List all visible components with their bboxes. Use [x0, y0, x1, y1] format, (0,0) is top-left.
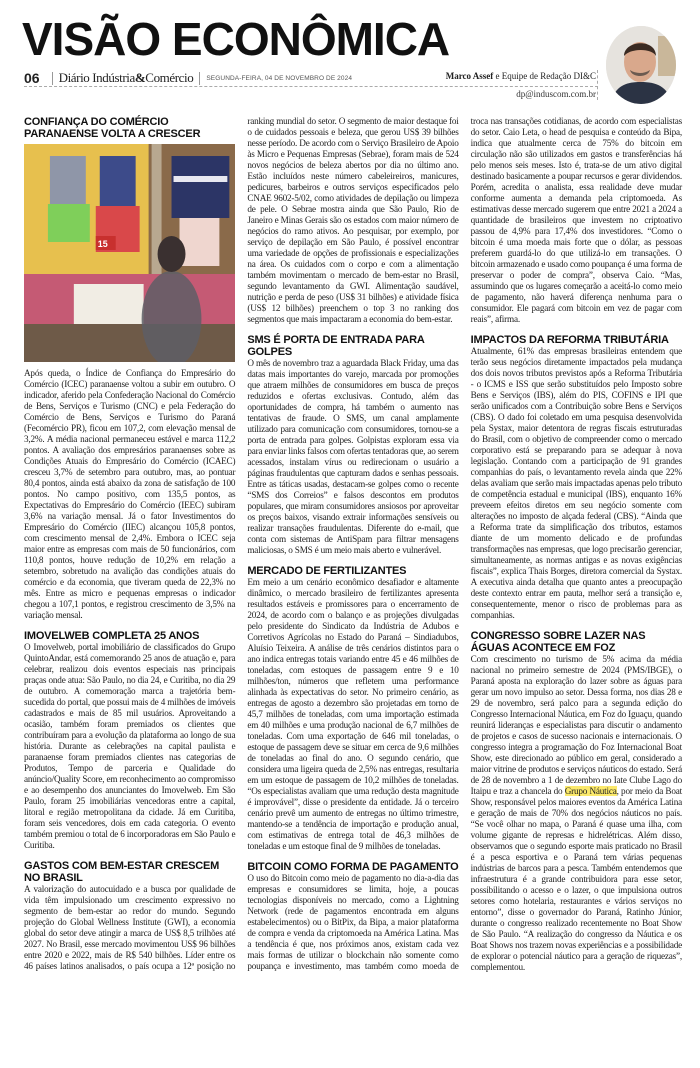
article-headline: CONGRESSO SOBRE LAZER NAS ÁGUAS ACONTECE EM FOZ [470, 630, 646, 654]
author-name: Marco Assef [445, 71, 494, 81]
issue-date: SEGUNDA-FEIRA, 04 DE NOVEMBRO DE 2024 [206, 74, 353, 82]
article-body: O mês de novembro traz a aguardada Black Friday, uma das datas mais importantes do varejo, marcada por promoções que atraem milhões de consumidores em busca de preços reduzidos e ofertas exclusivas. Contudo, além das oportunidades de compra, há também o aumento nas tentativas de fraude. O SMS, um canal amplamente utilizado para comunicação com consumidores, tornou-se a porta de entrada para golpes. Golpistas exploram essa via para enviar links falsos com ofertas tentadoras que, ao serem acessados, instalam vírus ou redirecionam o usuário a páginas fraudulentas que capturam dados e senhas pessoais. Entre as táticas usadas, destacam-se golpes como o recente “SMS dos Correios” e falsos descontos em produtos populares, que miram consumidores ansiosos por aproveitar os preços baixos, visando extrair informações sensíveis ou realizar transações fraudulentas. Diferente do e-mail, que conta com sistemas de AntiSpam para filtrar mensagens maliciosas, o SMS é um meio mais aberto e vulnerável. [247, 358, 459, 555]
article-sms-golpes [247, 334, 458, 556]
article-fertilizantes [247, 565, 458, 852]
article-headline: BITCOIN COMO FORMA DE PAGAMENTO [247, 861, 459, 873]
article-congresso-nautica [471, 630, 682, 973]
article-headline: CONFIANÇA DO COMÉRCIO PARANAENSE VOLTA A CRESCER [24, 116, 201, 140]
article-confianca [24, 116, 235, 621]
divider [199, 72, 200, 85]
article-body: Em meio a um cenário econômico desafiador e altamente dinâmico, o mercado brasileiro de fertilizantes apresenta resultados estáveis e promissores para o encerramento de 2024, de acordo com o balanço e as projeções divulgadas pelo presidente do Sindicato da Indústria de Adubos e Corretivos Agrícolas no Estado do Paraná – Sindiadubos, Aluísio Teixeira. A análise de três cenários distintos para o ano indica entregas totais variando entre 45 e 46 milhões de toneladas, com estoques de passagem entre 9 e 10 milhões/ton, números que refletem uma performance alinhada às expectativas do setor. No primeiro cenário, as entregas de agosto a dezembro são projetadas em torno de 45,7 milhões de toneladas, com uma importação estimada em 40 milhões e uma produção nacional de 6,7 milhões de toneladas. Com uma exportação de 646 mil toneladas, o estoque de passagem deve se situar em cerca de 9,6 milhões de toneladas ao final do ano. O segundo cenário, que considera uma ligeira queda de 2,5% nas entregas, resultaria em um estoque de passagem de 10,2 milhões de toneladas. “Os especialistas avaliam que uma redução desta magnitude é improvável”, disse o presidente da entidade. Já o terceiro cenário prevê um aumento de entregas no último trimestre, mantendo-se a tendência de importação e produção anual, com estimativas de entrega total de 46,3 milhões de toneladas e um estoque final de 9 milhões de toneladas. [247, 577, 459, 851]
article-body: O Imovelweb, portal imobiliário de classificados do Grupo QuintoAndar, está comemorando 25 anos de atuação e, para celebrar, realizou dois eventos especiais nas principais praças onde atua: São Paulo, no dia 24, e Curitiba, no dia 29 de outubro. A comemoração marca a trajetória bem-sucedida do portal, que possui mais de 4 milhões de imóveis cadastrados e mais de 85 mil usuários. Aproveitando a ocasião, também foram premiados os clientes que contribuíram para a evolução da plataforma ao longo de sua história. Durante as celebrações na capital paulista e paranaense foram premiados clientes nas categorias de Produtos, Tempo de parceria e Qualidade do anúncio/Quality Score, em reconhecimento ao compromisso e ao desempenho dos anunciantes do Imovelweb. Em São Paulo, foram 25 imobiliárias vencedoras entre a capital, litoral e região metropolitana da cidade. Já em Curitiba, foram seis vencedores, dois em cada categoria. O evento também premiou o total de 6 incorporadoras em São Paulo e Curitiba. [24, 642, 236, 850]
store-window-photo [24, 144, 235, 362]
article-body-part: , por meio da Boat Show, responsável pelos maiores eventos da América Latina e geração de mais de 70% dos negócios náuticos no país. “Se você olhar no mapa, o Paraná é quase uma ilha, com volume gigante de represas e hidrelétricas. Além disso, observamos que o segundo esporte mais praticado no Brasil é a pesca esportiva e o Paraná tem várias pequenas indústrias de barcos para a pesca. Também entendemos que infraestrutura é a grande contribuidora para esse setor, possibilitando o acesso e o lazer, o que impulsiona outros setores como hotelaria, restaurantes e vários serviços no entorno”, disse o governador do Paraná, Ratinho Júnior, durante o congresso realizado recentemente no Boat Show de São Paulo. “A realização do congresso da Náutica e os Boat Shows nos trazem novas experiências e a possibilidade de explorar o potencial náutico para a geração de riquezas”, complementou. [470, 786, 682, 972]
mannequins-image-icon [24, 144, 235, 362]
newspaper-name [59, 70, 194, 86]
byline [446, 71, 596, 81]
article-headline: GASTOS COM BEM-ESTAR CRESCEM NO BRASIL [24, 860, 220, 884]
contact-email[interactable]: dp@induscom.com.br [516, 89, 596, 99]
article-body: O uso do Bitcoin como meio de pagamento no dia-a-dia das empresas e consumidores se limita, hoje, a poucas tecnologias disponíveis no mercado, como a Lightning Network (rede de pagamentos encontrada em alguns estabelecimentos) ou o BitPix, da Bipa, a maior plataforma de compra e venda da criptomoeda na América Latina. Mas a tendência é que, nos próximos anos, existam cada vez mais formas de utilizar o blockchain não somente como poupança e investimento, mas também como moeda de troca nas transações cotidianas, de acordo com especialistas do setor. Caio Leta, o head de pesquisa e conteúdo da Bipa, indica que atualmente cerca de 75% do bitcoin em circulação não são utilizados em gastos e transferências há pelo menos seis meses. Isto é, trata-se de um ativo digital destinado basicamente a poupar recursos e gerar dividendos. Porém, acredita o analista, essa realidade deve mudar conforme aumenta a demanda pela criptomoeda. As estimativas desse mercado sugerem que entre 2021 a 2024 a quantidade de brasileiros que investem no criptoativo passou de 4,9% para 17,4% dos investidores. “Como o bitcoin é uma moeda mais forte que o dólar, as pessoas preferem guardá-lo do que utilizá-lo em transações. O bitcoin armazenado e usado como poupança é uma forma de preservar o poder de compra”, observa Caio. “Mas, assumindo que os lugares começarão a aceitá-lo como meio de pagamento, não haverá diferença nenhuma para o consumidor. Ele pagará com bitcoin em vez de pagar com reais”, afirma. [247, 116, 682, 971]
divider [52, 72, 53, 85]
section-title: VISÃO ECONÔMICA [22, 13, 450, 65]
article-body: Atualmente, 61% das empresas brasileiras entendem que terão seus negócios diretamente impactados pela mudança dos dois novos tributos previstos após a Reforma Tributária - o ICMS e ISS que serão substituídos pelo Imposto sobre Bens e Serviços (IBS), além do PIS, COFINS e IPI que serão unificados com a Contribuição sobre Bens e Serviços (CBS). O dado foi coletado em uma pesquisa desenvolvida pela Systax, maior detentora de regras fiscais estruturadas do Brasil, com o objetivo de compreender como o mercado corporativo está se preparando para se adequar à nova legislação. Contando com a participação de 91 grandes companhias do país, o levantamento revela ainda que 22% delas avaliam que serão mais impactadas apenas pelo tributo de competência estadual e municipal (IBS), enquanto 16% preveem efeitos diretos em seu negócio somente com alterações no imposto de alçada federal (CBS). “Ainda que a Reforma trate da simplificação dos tributos, estamos diante de um momento delicado e de profundas transformações nas empresas, que logo precisarão gerenciar, simultaneamente, as normas antigas e as novas exigências fiscais”, explica Thais Borges, diretora comercial da Systax. A executiva ainda detalha que quanto antes a preocupação deste contexto entrar em pauta, melhor será a transição e, consequentemente, menor o risco de problemas para as companhias. [470, 346, 682, 620]
article-body-part: Com crescimento no turismo de 5% acima da média nacional no primeiro semestre de 2024 (PMS/IBGE), o Paraná aposta na exploração do lazer sobre as águas para gerar um novo impulso ao setor. Dessa forma, nos dias 28 e 29 de novembro, será palco para a segunda edição do Congresso Internacional Náutica, em Foz do Iguaçu, quando reunirá lideranças e especialistas para discutir o andamento de projetos e casos de sucesso nacionais e internacionais. O congresso integra a programação do Foz Internacional Boat Show, este direcionado ao público em geral, considerado a maior vitrine de produtos e serviços náuticos do estado. Será de 28 de novembro a 1 de dezembro no Iate Clube Lago do Itaipu e traz a chancela do [470, 654, 682, 796]
article-body: A valorização do autocuidado e a busca por qualidade de vida têm impulsionado um crescimento expressivo no segmento de bem-estar ao redor do mundo. Segundo projeção do Global Wellness Institute (GWI), a economia global do setor deve atingir a marca de US$ 8,5 trilhões até 2027. No Brasil, esse mercado movimentou US$ 96 bilhões entre 2020 e 2022, mais de R$ 540 bilhões. Líder entre os 46 países latinos analisados, o país ocupa a 12ª posição no ranking mundial do setor. O segmento de maior destaque foi o de cuidados pessoais e beleza, que gerou US$ 39 bilhões nesse período. De acordo com o Serviço Brasileiro de Apoio às Micro e Pequenas Empresas (Sebrae), foram mais de 524 novos negócios de beleza abertos por dia no último ano. Estão incluídos neste número cabeleireiros, manicures, pedicures, barbeiros e outros serviços especificados pelo CNAE 9602-5/02, como atividades de depilação ou limpeza de pele. O Sebrae mostra ainda que São Paulo, Rio de Janeiro e Minas Gerais são os estados com maior número de negócios do ramo ativos. Ao pesquisar, por exemplo, por serviço de depilação em São Paulo, é possível encontrar uma variedade de opções de profissionais e especializações na área. Os cuidados com o corpo e com a alimentação também movimentam o mercado de bem-estar no Brasil, segundo levantamento da GWI. Alimentação saudável, nutrição e perda de peso (US$ 31 bilhões) e atividade física (US$ 12 bilhões) preenchem o top 3 no ranking dos segmentos que mais impactaram a economia do bem-estar. [24, 116, 459, 971]
article-headline: IMOVELWEB COMPLETA 25 ANOS [24, 630, 200, 642]
page-number: 06 [24, 70, 40, 86]
article-reforma-tributaria [471, 334, 682, 621]
author-portrait-icon [606, 26, 676, 104]
article-body: Após queda, o Índice de Confiança do Empresário do Comércio (ICEC) paranaense voltou a subir em outubro. O indicador, aferido pela Confederação Nacional do Comércio de Bens, Serviços e Turismo (CNC) e pela Federação do Comércio de Bens, Serviços e Turismo do Paraná (Fecomércio PR), ficou em 107,2, com elevação mensal de 3,2%. A média nacional permaneceu estável e marca 112,2 pontos. A avaliação dos empresários paranaenses sobre as Condições Atuais do Empresário do Comércio (ICAEC) cresceu 3,7% de setembro para outubro, mas, ao pontuar 80,4 pontos, ainda está abaixo da zona de satisfação de 100 pontos. No campo positivo, com 135,5 pontos, as Expectativas do Empresário do Comércio (IEEC) subiram 3,6% na variação mensal. Já o fator Investimentos do Empresário do Comércio (IIEC) alcançou 105,8 pontos, com crescimento mensal de 2,4%. Embora o ICEC seja maior entre as empresas com mais de 50 funcionários, com 110,8 pontos, houve redução de 10,2% em relação a setembro, sobretudo na avalição das condições atuais do comércio e da economia, que tiveram queda de 22,3% no mês. Entre as micro e pequenas empresas o indicador chegou a 107,1 pontos, e registrou crescimento de 3,5% na variação mensal. [24, 368, 236, 620]
divider [597, 70, 598, 100]
newspaper-name-part1: Diário Indústria [58, 70, 135, 85]
author-team: e Equipe de Redação DI&C [493, 71, 596, 81]
newspaper-name-amp: & [134, 70, 146, 85]
article-body [471, 654, 682, 973]
newspaper-name-part2: Comércio [145, 70, 194, 85]
article-headline: IMPACTOS DA REFORMA TRIBUTÁRIA [470, 334, 669, 346]
article-headline: SMS É PORTA DE ENTRADA PARA GOLPES [247, 334, 425, 358]
highlighted-text: Grupo Náutica [564, 786, 617, 796]
article-headline: MERCADO DE FERTILIZANTES [247, 565, 407, 577]
price-tag: 15 [97, 238, 108, 250]
author-photo [606, 26, 676, 104]
article-columns [24, 116, 682, 975]
article-imovelweb [24, 630, 235, 851]
